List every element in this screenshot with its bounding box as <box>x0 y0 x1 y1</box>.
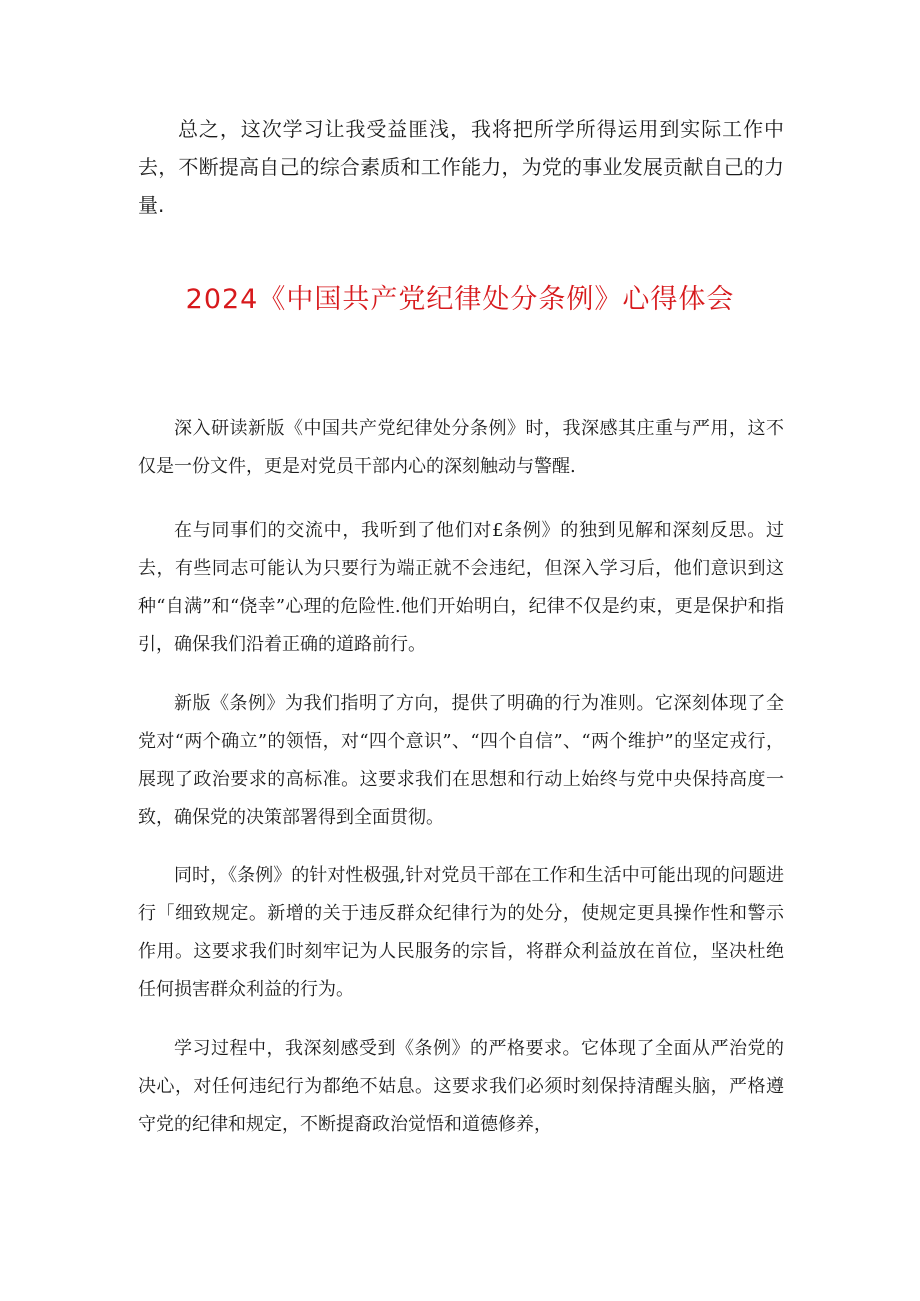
body-paragraph-4: 同时，《条例》的针对性极强,针对党员干部在工作和生活中可能出现的问题进行「细致规定。新增的关于违反群众纪律行为的处分，使规定更具操作性和警示作用。这要求我们时刻牢记为人民服务的宗旨，将群众利益放在首位，坚决杜绝任何损害群众利益的行为。 <box>138 865 784 1000</box>
body-paragraph-2: 在与同事们的交流中，我听到了他们对£条例》的独到见解和深刻反思。过去，有些同志可能认为只要行为端正就不会违纪，但深入学习后，他们意识到这种“自满”和“侥幸”心理的危险性.他们开始明白，纪律不仅是约束，更是保护和指引，确保我们沿着正确的道路前行。 <box>138 520 784 655</box>
body-paragraph-1: 深入研读新版《中国共产党纪律处分条例》时，我深感其庄重与严用，这不仅是一份文件，更是对党员干部内心的深刻触动与警醒. <box>138 418 784 477</box>
intro-paragraph: 总之，这次学习让我受益匪浅，我将把所学所得运用到实际工作中去，不断提高自己的综合素质和工作能力，为党的事业发展贡献自己的力量. <box>138 117 784 217</box>
body-paragraph-3: 新版《条例》为我们指明了方向，提供了明确的行为准则。它深刻体现了全党对“两个确立”的领悟，对“四个意识”、“四个自信”、“两个维护”的坚定戎行，展现了政治要求的高标准。这要求我们在思想和行动上始终与党中央保持高度一致，确保党的决策部署得到全面贯彻。 <box>138 693 784 828</box>
page-title: 2024《中国共产党纪律处分条例》心得体会 <box>185 284 735 315</box>
body-paragraph-5: 学习过程中，我深刻感受到《条例》的严格要求。它体现了全面从严治党的决心，对任何违纪行为都绝不姑息。这要求我们必须时刻保持清醒头脑，严格遵守党的纪律和规定，不断提裔政治觉悟和道德修养， <box>138 1038 784 1135</box>
